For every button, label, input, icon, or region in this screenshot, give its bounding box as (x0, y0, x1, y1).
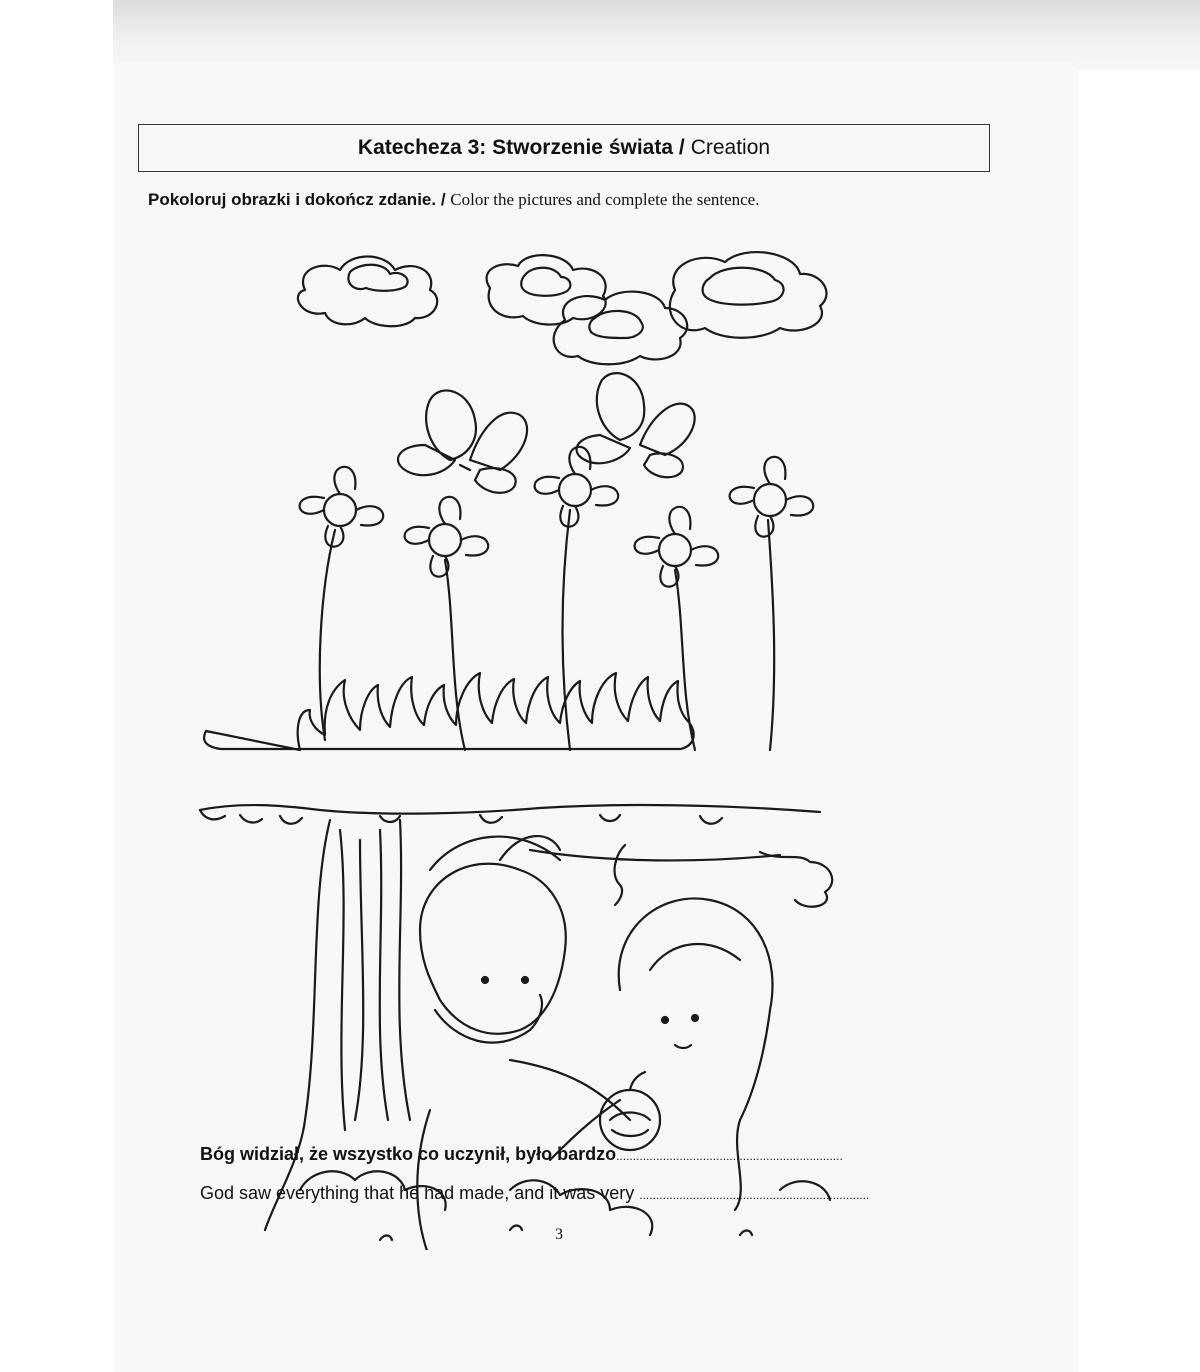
coloring-illustration (180, 230, 880, 1250)
flower-icon (730, 457, 814, 750)
sentence-polish (200, 1144, 843, 1165)
apple-icon (600, 1072, 660, 1150)
cloud-icon (487, 255, 606, 324)
instruction-english: Color the pictures and complete the sentence. (450, 190, 760, 209)
answer-blank-polish: .................................................................... (616, 1149, 843, 1163)
cloud-icon (554, 292, 688, 365)
cloud-icon (670, 252, 827, 338)
bushes (300, 1171, 830, 1240)
page-title (138, 124, 990, 172)
instruction-polish: Pokoloruj obrazki i dokończ zdanie. / (148, 190, 446, 209)
cloud-icon (298, 257, 437, 327)
sentence-english (200, 1183, 869, 1204)
scan-margin (0, 0, 113, 1372)
flower-icon (635, 507, 719, 750)
flower-icon (535, 447, 619, 750)
answer-blank-english: ..................................................................... (639, 1188, 870, 1202)
butterfly-icon (398, 390, 527, 492)
grass (204, 673, 694, 750)
instruction (148, 190, 759, 210)
sentence-polish-text: Bóg widział, że wszystko co uczynił, było bardzo (200, 1144, 617, 1164)
scan-shadow (113, 0, 1200, 70)
title-english: Creation (690, 136, 771, 159)
page-number: 3 (555, 1226, 563, 1243)
sentence-english-text: God saw everything that he had made, and it was very (200, 1183, 635, 1203)
butterfly-icon (577, 373, 695, 477)
flower-icon (300, 467, 384, 740)
title-polish: Katecheza 3: Stworzenie świata / (357, 136, 685, 159)
